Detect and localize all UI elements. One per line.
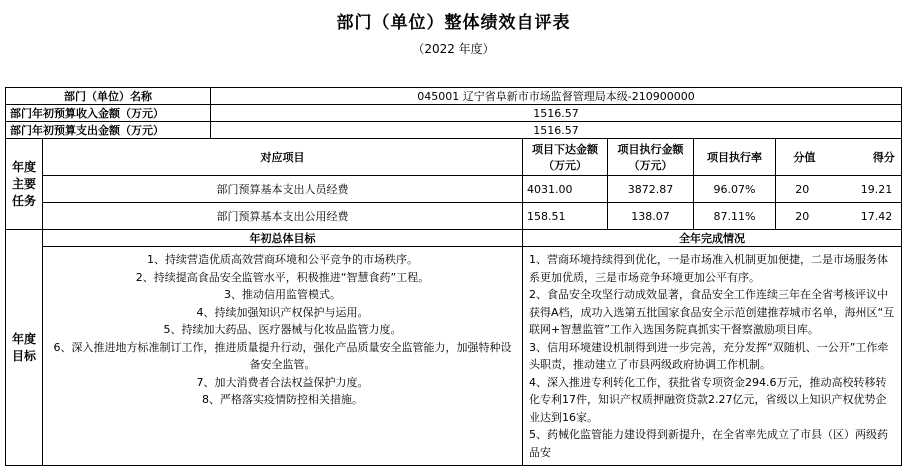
budget-income-value: 1516.57 — [211, 105, 902, 122]
task-score: 19.21 — [860, 182, 893, 196]
list-item: 1、持续营造优质高效营商环境和公平竞争的市场秩序。 — [147, 253, 418, 266]
col-project-header: 对应项目 — [43, 139, 523, 176]
task-points-score — [776, 176, 902, 203]
list-item: 8、严格落实疫情防控相关措施。 — [202, 393, 363, 406]
header-row-income — [6, 105, 902, 122]
budget-expense-label: 部门年初预算支出金额（万元） — [6, 122, 211, 139]
tasks-header-row — [6, 139, 902, 176]
task-project: 部门预算基本支出人员经费 — [43, 176, 523, 203]
list-item: 4、深入推进专利转化工作，获批省专项资金294.6万元，推动高校转移转化专利17件，知识产权质押融资贷款2.27亿元，省级以上知识产权优势企业达到16家。 — [529, 375, 887, 424]
task-points: 20 — [795, 182, 810, 196]
task-points: 20 — [795, 209, 810, 223]
task-rate: 87.11% — [694, 203, 776, 230]
col-allocated-header: 项目下达金额（万元） — [523, 139, 608, 176]
goals-content-row — [6, 247, 902, 466]
evaluation-table — [5, 87, 902, 466]
col-points-score-header — [776, 139, 902, 176]
task-project: 部门预算基本支出公用经费 — [43, 203, 523, 230]
table-row — [6, 203, 902, 230]
task-allocated: 4031.00 — [523, 176, 608, 203]
col-points-header: 分值 — [793, 151, 816, 164]
list-item: 2、持续提高食品安全监管水平，积极推进“智慧食药”工程。 — [135, 270, 430, 284]
list-item: 6、深入推进地方标准制订工作，推进质量提升行动，强化产品质量安全监管能力，加强特种设备安全监管。 — [53, 340, 512, 371]
list-item: 4、持续加强知识产权保护与运用。 — [196, 305, 369, 319]
col-executed-header: 项目执行金额（万元） — [608, 139, 694, 176]
task-rate: 96.07% — [694, 176, 776, 203]
budget-income-label: 部门年初预算收入金额（万元） — [6, 105, 211, 122]
unit-name-label: 部门（单位）名称 — [6, 88, 211, 105]
table-row — [6, 176, 902, 203]
list-item: 7、加大消费者合法权益保护力度。 — [196, 375, 369, 389]
completion-header: 全年完成情况 — [523, 230, 902, 247]
initial-goals-list — [43, 247, 523, 466]
tasks-side-label: 年度主要任务 — [6, 139, 43, 230]
task-score: 17.42 — [860, 209, 893, 223]
page-title: 部门（单位）整体绩效自评表 — [336, 13, 571, 33]
col-rate-header: 项目执行率 — [694, 139, 776, 176]
list-item: 3、信用环境建设机制得到进一步完善，充分发挥“双随机、一公开”工作牵头职责，推动建立了市县两级政府协调工作机制。 — [529, 340, 889, 371]
task-allocated: 158.51 — [523, 203, 608, 230]
task-executed: 3872.87 — [608, 176, 694, 203]
completion-list — [523, 247, 902, 466]
col-score-header: 得分 — [872, 151, 895, 164]
list-item: 2、食品安全攻坚行动成效显著，食品安全工作连续三年在全省考核评议中获得A档，成功入选第五批国家食品安全示范创建推荐城市名单，海州区“互联网+智慧监管”工作入选国务院真抓实干督察激励项目库。 — [529, 288, 895, 336]
budget-expense-value: 1516.57 — [211, 122, 902, 139]
year-subtitle: （2022 年度） — [412, 42, 495, 56]
list-item: 5、药械化监管能力建设得到新提升，在全省率先成立了市县（区）两级药品安 — [529, 428, 888, 459]
goals-side-label: 年度目标 — [6, 230, 43, 466]
initial-goals-header: 年初总体目标 — [43, 230, 523, 247]
list-item: 3、推动信用监管模式。 — [224, 288, 341, 301]
task-executed: 138.07 — [608, 203, 694, 230]
goals-header-row — [6, 230, 902, 247]
header-row-expense — [6, 122, 902, 139]
header-row-name — [6, 88, 902, 105]
task-points-score — [776, 203, 902, 230]
unit-name-value: 045001 辽宁省阜新市市场监督管理局本级-210900000 — [211, 88, 902, 105]
list-item: 5、持续加大药品、医疗器械与化妆品监管力度。 — [163, 323, 402, 336]
list-item: 1、营商环境持续得到优化，一是市场准入机制更加便捷，二是市场服务体系更加优质，三是市场竞争环境更加公平有序。 — [529, 253, 888, 284]
